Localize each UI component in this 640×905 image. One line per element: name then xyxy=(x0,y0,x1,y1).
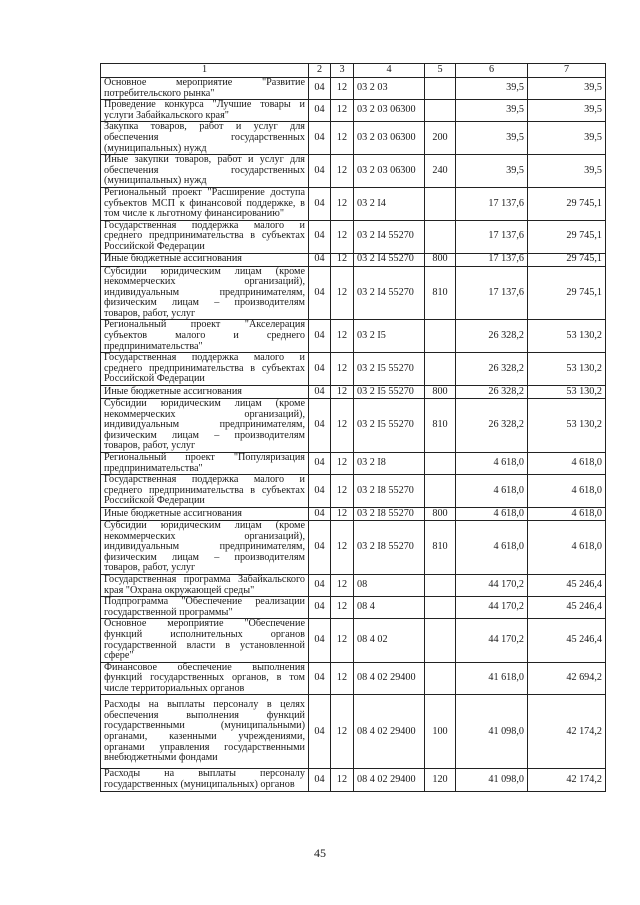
amount-year-2-cell: 4 618,0 xyxy=(528,507,606,520)
section-code-cell: 04 xyxy=(309,220,331,253)
table-row xyxy=(101,769,606,791)
row-name-cell: Государственная поддержка малого и среднего предпринимательства в субъектах Российской Федерации xyxy=(101,475,309,508)
subsection-code-cell: 12 xyxy=(331,353,354,386)
subsection-code-cell: 12 xyxy=(331,399,354,453)
amount-year-1-cell: 17 137,6 xyxy=(456,187,528,220)
amount-year-2-cell: 53 130,2 xyxy=(528,353,606,386)
table-row xyxy=(101,597,606,619)
expense-type-cell xyxy=(425,220,456,253)
amount-year-1-cell: 39,5 xyxy=(456,155,528,188)
section-code-cell: 04 xyxy=(309,122,331,155)
amount-year-1-cell: 41 098,0 xyxy=(456,769,528,791)
subsection-code-cell: 12 xyxy=(331,320,354,353)
subsection-code-cell: 12 xyxy=(331,520,354,574)
subsection-code-cell: 12 xyxy=(331,695,354,769)
row-name-cell: Расходы на выплаты персоналу в целях обеспечения выполнения функций государственными (муниципальными) органами, казенными учреждениями, органами управления государственными внебюджетными фондами xyxy=(101,695,309,769)
amount-year-2-cell: 39,5 xyxy=(528,78,606,100)
page-number: 45 xyxy=(314,846,326,860)
target-article-cell: 03 2 I5 55270 xyxy=(354,353,425,386)
target-article-cell: 03 2 03 06300 xyxy=(354,155,425,188)
table-row xyxy=(101,695,606,769)
subsection-code-cell: 12 xyxy=(331,187,354,220)
target-article-cell: 08 4 02 29400 xyxy=(354,769,425,791)
section-code-cell: 04 xyxy=(309,597,331,619)
expense-type-cell xyxy=(425,453,456,475)
target-article-cell: 03 2 I4 55270 xyxy=(354,253,425,266)
expense-type-cell: 100 xyxy=(425,695,456,769)
expense-type-cell xyxy=(425,78,456,100)
target-article-cell: 03 2 03 06300 xyxy=(354,122,425,155)
amount-year-2-cell: 29 745,1 xyxy=(528,253,606,266)
target-article-cell: 03 2 I8 55270 xyxy=(354,475,425,508)
amount-year-2-cell: 42 174,2 xyxy=(528,695,606,769)
row-name-cell: Государственная поддержка малого и среднего предпринимательства в субъектах Российской Федерации xyxy=(101,353,309,386)
section-code-cell: 04 xyxy=(309,507,331,520)
table-row xyxy=(101,155,606,188)
table-row xyxy=(101,507,606,520)
target-article-cell: 03 2 I5 55270 xyxy=(354,386,425,399)
column-header: 2 xyxy=(309,64,331,78)
row-name-cell: Иные бюджетные ассигнования xyxy=(101,386,309,399)
expense-type-cell: 120 xyxy=(425,769,456,791)
expense-type-cell xyxy=(425,320,456,353)
amount-year-2-cell: 45 246,4 xyxy=(528,619,606,662)
amount-year-1-cell: 4 618,0 xyxy=(456,453,528,475)
amount-year-2-cell: 53 130,2 xyxy=(528,320,606,353)
subsection-code-cell: 12 xyxy=(331,122,354,155)
amount-year-2-cell: 53 130,2 xyxy=(528,399,606,453)
expense-type-cell xyxy=(425,353,456,386)
expense-type-cell: 240 xyxy=(425,155,456,188)
subsection-code-cell: 12 xyxy=(331,507,354,520)
table-row xyxy=(101,353,606,386)
target-article-cell: 03 2 I8 55270 xyxy=(354,507,425,520)
expense-type-cell: 800 xyxy=(425,386,456,399)
column-header: 3 xyxy=(331,64,354,78)
row-name-cell: Государственная программа Забайкальского края "Охрана окружающей среды" xyxy=(101,574,309,596)
row-name-cell: Иные бюджетные ассигнования xyxy=(101,507,309,520)
target-article-cell: 08 4 02 29400 xyxy=(354,695,425,769)
expense-type-cell xyxy=(425,475,456,508)
section-code-cell: 04 xyxy=(309,574,331,596)
amount-year-2-cell: 42 694,2 xyxy=(528,662,606,695)
amount-year-2-cell: 29 745,1 xyxy=(528,187,606,220)
section-code-cell: 04 xyxy=(309,769,331,791)
amount-year-1-cell: 41 098,0 xyxy=(456,695,528,769)
subsection-code-cell: 12 xyxy=(331,662,354,695)
section-code-cell: 04 xyxy=(309,100,331,122)
amount-year-2-cell: 42 174,2 xyxy=(528,769,606,791)
row-name-cell: Финансовое обеспечение выполнения функций государственных органов, в том числе территориальных органов xyxy=(101,662,309,695)
expense-type-cell xyxy=(425,574,456,596)
amount-year-1-cell: 26 328,2 xyxy=(456,399,528,453)
subsection-code-cell: 12 xyxy=(331,769,354,791)
subsection-code-cell: 12 xyxy=(331,155,354,188)
section-code-cell: 04 xyxy=(309,520,331,574)
target-article-cell: 08 4 xyxy=(354,597,425,619)
section-code-cell: 04 xyxy=(309,320,331,353)
table-row xyxy=(101,253,606,266)
expense-type-cell: 810 xyxy=(425,520,456,574)
subsection-code-cell: 12 xyxy=(331,475,354,508)
row-name-cell: Иные закупки товаров, работ и услуг для обеспечения государственных (муниципальных) нужд xyxy=(101,155,309,188)
row-name-cell: Субсидии юридическим лицам (кроме некоммерческих организаций), индивидуальным предпринимателям, физическим лицам – производителям товаров, работ, услуг xyxy=(101,399,309,453)
section-code-cell: 04 xyxy=(309,353,331,386)
section-code-cell: 04 xyxy=(309,695,331,769)
amount-year-1-cell: 44 170,2 xyxy=(456,619,528,662)
subsection-code-cell: 12 xyxy=(331,453,354,475)
row-name-cell: Расходы на выплаты персоналу государственных (муниципальных) органов xyxy=(101,769,309,791)
column-header: 5 xyxy=(425,64,456,78)
budget-table xyxy=(100,63,606,792)
column-header: 7 xyxy=(528,64,606,78)
amount-year-1-cell: 17 137,6 xyxy=(456,220,528,253)
target-article-cell: 03 2 I8 55270 xyxy=(354,520,425,574)
amount-year-1-cell: 39,5 xyxy=(456,100,528,122)
expense-type-cell: 810 xyxy=(425,266,456,320)
amount-year-1-cell: 44 170,2 xyxy=(456,574,528,596)
amount-year-2-cell: 45 246,4 xyxy=(528,597,606,619)
amount-year-1-cell: 44 170,2 xyxy=(456,597,528,619)
amount-year-1-cell: 26 328,2 xyxy=(456,320,528,353)
table-row xyxy=(101,475,606,508)
table-row xyxy=(101,662,606,695)
row-name-cell: Закупка товаров, работ и услуг для обеспечения государственных (муниципальных) нужд xyxy=(101,122,309,155)
section-code-cell: 04 xyxy=(309,155,331,188)
table-row xyxy=(101,574,606,596)
subsection-code-cell: 12 xyxy=(331,100,354,122)
expense-type-cell xyxy=(425,187,456,220)
target-article-cell: 03 2 I5 xyxy=(354,320,425,353)
subsection-code-cell: 12 xyxy=(331,266,354,320)
amount-year-2-cell: 53 130,2 xyxy=(528,386,606,399)
amount-year-1-cell: 39,5 xyxy=(456,122,528,155)
expense-type-cell: 800 xyxy=(425,507,456,520)
section-code-cell: 04 xyxy=(309,187,331,220)
section-code-cell: 04 xyxy=(309,253,331,266)
row-name-cell: Подпрограмма "Обеспечение реализации государственной программы" xyxy=(101,597,309,619)
row-name-cell: Региональный проект "Акселерация субъектов малого и среднего предпринимательства" xyxy=(101,320,309,353)
table-row xyxy=(101,220,606,253)
row-name-cell: Региональный проект "Популяризация предпринимательства" xyxy=(101,453,309,475)
table-row xyxy=(101,453,606,475)
target-article-cell: 08 4 02 xyxy=(354,619,425,662)
amount-year-1-cell: 4 618,0 xyxy=(456,475,528,508)
section-code-cell: 04 xyxy=(309,453,331,475)
expense-type-cell: 200 xyxy=(425,122,456,155)
amount-year-2-cell: 29 745,1 xyxy=(528,266,606,320)
row-name-cell: Основное мероприятие "Обеспечение функций исполнительных органов государственной власти в установленной сфере" xyxy=(101,619,309,662)
amount-year-2-cell: 39,5 xyxy=(528,155,606,188)
column-header: 6 xyxy=(456,64,528,78)
row-name-cell: Проведение конкурса "Лучшие товары и услуги Забайкальского края" xyxy=(101,100,309,122)
table-row xyxy=(101,122,606,155)
expense-type-cell xyxy=(425,597,456,619)
row-name-cell: Региональный проект "Расширение доступа субъектов МСП к финансовой поддержке, в том числе к льготному финансированию" xyxy=(101,187,309,220)
amount-year-2-cell: 4 618,0 xyxy=(528,475,606,508)
subsection-code-cell: 12 xyxy=(331,619,354,662)
target-article-cell: 03 2 I8 xyxy=(354,453,425,475)
amount-year-2-cell: 29 745,1 xyxy=(528,220,606,253)
amount-year-2-cell: 39,5 xyxy=(528,122,606,155)
amount-year-1-cell: 4 618,0 xyxy=(456,507,528,520)
section-code-cell: 04 xyxy=(309,399,331,453)
target-article-cell: 03 2 I4 55270 xyxy=(354,266,425,320)
column-header: 1 xyxy=(101,64,309,78)
row-name-cell: Субсидии юридическим лицам (кроме некоммерческих организаций), индивидуальным предпринимателям, физическим лицам – производителям товаров, работ, услуг xyxy=(101,520,309,574)
row-name-cell: Государственная поддержка малого и среднего предпринимательства в субъектах Российской Федерации xyxy=(101,220,309,253)
table-row xyxy=(101,320,606,353)
target-article-cell: 03 2 03 06300 xyxy=(354,100,425,122)
target-article-cell: 03 2 I4 55270 xyxy=(354,220,425,253)
subsection-code-cell: 12 xyxy=(331,597,354,619)
amount-year-1-cell: 4 618,0 xyxy=(456,520,528,574)
section-code-cell: 04 xyxy=(309,662,331,695)
section-code-cell: 04 xyxy=(309,619,331,662)
expense-type-cell xyxy=(425,100,456,122)
amount-year-2-cell: 4 618,0 xyxy=(528,453,606,475)
target-article-cell: 08 4 02 29400 xyxy=(354,662,425,695)
table-body xyxy=(101,78,606,792)
amount-year-1-cell: 39,5 xyxy=(456,78,528,100)
section-code-cell: 04 xyxy=(309,78,331,100)
amount-year-1-cell: 17 137,6 xyxy=(456,253,528,266)
column-header: 4 xyxy=(354,64,425,78)
target-article-cell: 03 2 03 xyxy=(354,78,425,100)
table-row xyxy=(101,399,606,453)
section-code-cell: 04 xyxy=(309,475,331,508)
expense-type-cell: 810 xyxy=(425,399,456,453)
table-row xyxy=(101,78,606,100)
expense-type-cell xyxy=(425,662,456,695)
table-row xyxy=(101,520,606,574)
target-article-cell: 03 2 I5 55270 xyxy=(354,399,425,453)
row-name-cell: Основное мероприятие "Развитие потребительского рынка" xyxy=(101,78,309,100)
amount-year-2-cell: 39,5 xyxy=(528,100,606,122)
table-row xyxy=(101,187,606,220)
table-row xyxy=(101,619,606,662)
amount-year-2-cell: 4 618,0 xyxy=(528,520,606,574)
target-article-cell: 03 2 I4 xyxy=(354,187,425,220)
expense-type-cell: 800 xyxy=(425,253,456,266)
section-code-cell: 04 xyxy=(309,386,331,399)
subsection-code-cell: 12 xyxy=(331,253,354,266)
table-row xyxy=(101,386,606,399)
amount-year-1-cell: 41 618,0 xyxy=(456,662,528,695)
amount-year-1-cell: 26 328,2 xyxy=(456,353,528,386)
table-row xyxy=(101,100,606,122)
table-header-row xyxy=(101,64,606,78)
section-code-cell: 04 xyxy=(309,266,331,320)
amount-year-1-cell: 26 328,2 xyxy=(456,386,528,399)
subsection-code-cell: 12 xyxy=(331,574,354,596)
table-row xyxy=(101,266,606,320)
amount-year-1-cell: 17 137,6 xyxy=(456,266,528,320)
amount-year-2-cell: 45 246,4 xyxy=(528,574,606,596)
row-name-cell: Субсидии юридическим лицам (кроме некоммерческих организаций), индивидуальным предпринимателям, физическим лицам – производителям товаров, работ, услуг xyxy=(101,266,309,320)
expense-type-cell xyxy=(425,619,456,662)
subsection-code-cell: 12 xyxy=(331,220,354,253)
subsection-code-cell: 12 xyxy=(331,386,354,399)
target-article-cell: 08 xyxy=(354,574,425,596)
subsection-code-cell: 12 xyxy=(331,78,354,100)
row-name-cell: Иные бюджетные ассигнования xyxy=(101,253,309,266)
